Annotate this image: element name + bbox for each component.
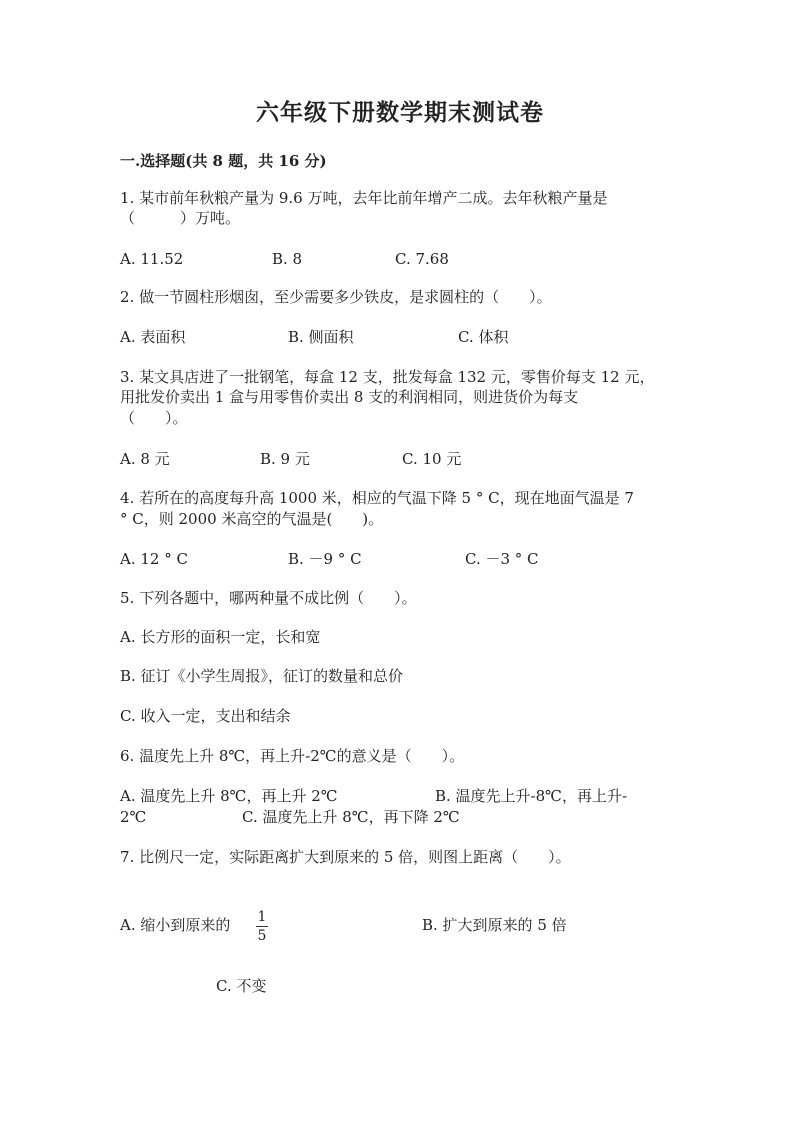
q4-option-a[interactable]: A. 12 ° C <box>120 550 188 568</box>
q6-option-b[interactable]: B. 温度先上升-8℃，再上升- <box>435 787 628 805</box>
q5-stem-line1: 5. 下列各题中，哪两种量不成比例（ ）。 <box>120 589 417 607</box>
q2-option-a[interactable]: A. 表面积 <box>120 328 186 346</box>
q5-option-a[interactable]: A. 长方形的面积一定，长和宽 <box>120 628 321 646</box>
q7-stem-line1: 7. 比例尺一定，实际距离扩大到原来的 5 倍，则图上距离（ ）。 <box>120 848 571 866</box>
q1-option-b[interactable]: B. 8 <box>272 250 303 268</box>
q6-option-c[interactable]: C. 温度先上升 8℃，再下降 2℃ <box>242 808 460 826</box>
q2-option-c[interactable]: C. 体积 <box>458 328 509 346</box>
q3-stem-line1: 3. 某文具店进了一批钢笔，每盒 12 支，批发每盒 132 元，零售价每支 12 元， <box>120 368 655 386</box>
q3-option-b[interactable]: B. 9 元 <box>260 450 310 468</box>
q3-stem-line2: 用批发价卖出 1 盒与用零售价卖出 8 支的利润相同，则进货价为每支 <box>120 388 579 406</box>
fraction-bar <box>256 926 268 927</box>
fraction-denominator: 5 <box>257 928 267 944</box>
one-fifth-fraction <box>256 909 268 944</box>
fraction-numerator: 1 <box>257 909 267 925</box>
q1-stem-line2: （ ）万吨。 <box>120 209 241 227</box>
q6-option-a[interactable]: A. 温度先上升 8℃，再上升 2℃ <box>120 787 338 805</box>
q6-option-b-wrap: 2℃ <box>120 808 147 826</box>
q3-stem-line3: （ ）。 <box>120 409 188 427</box>
q4-stem-line2: ° C，则 2000 米高空的气温是( )。 <box>120 510 384 528</box>
q4-option-c[interactable]: C. －3 ° C <box>465 550 539 568</box>
section-heading: 一.选择题(共 8 题，共 16 分) <box>120 152 327 170</box>
q6-stem-line1: 6. 温度先上升 8℃，再上升-2℃的意义是（ ）。 <box>120 747 465 765</box>
q1-option-a[interactable]: A. 11.52 <box>120 250 184 268</box>
q4-option-b[interactable]: B. －9 ° C <box>288 550 362 568</box>
q2-stem-line1: 2. 做一节圆柱形烟囱，至少需要多少铁皮，是求圆柱的（ ）。 <box>120 288 552 306</box>
q2-option-b[interactable]: B. 侧面积 <box>288 328 354 346</box>
q1-option-c[interactable]: C. 7.68 <box>395 250 449 268</box>
q7-option-b[interactable]: B. 扩大到原来的 5 倍 <box>422 916 567 934</box>
page-title: 六年级下册数学期末测试卷 <box>256 99 544 126</box>
q1-stem-line1: 1. 某市前年秋粮产量为 9.6 万吨，去年比前年增产二成。去年秋粮产量是 <box>120 189 608 207</box>
q3-option-a[interactable]: A. 8 元 <box>120 450 170 468</box>
q7-option-c[interactable]: C. 不变 <box>216 977 267 995</box>
q7-option-a[interactable]: A. 缩小到原来的 <box>120 916 231 934</box>
q3-option-c[interactable]: C. 10 元 <box>402 450 462 468</box>
q4-stem-line1: 4. 若所在的高度每升高 1000 米，相应的气温下降 5 ° C，现在地面气温是 7 <box>120 489 634 507</box>
q5-option-b[interactable]: B. 征订《小学生周报》，征订的数量和总价 <box>120 667 404 685</box>
q5-option-c[interactable]: C. 收入一定，支出和结余 <box>120 707 291 725</box>
